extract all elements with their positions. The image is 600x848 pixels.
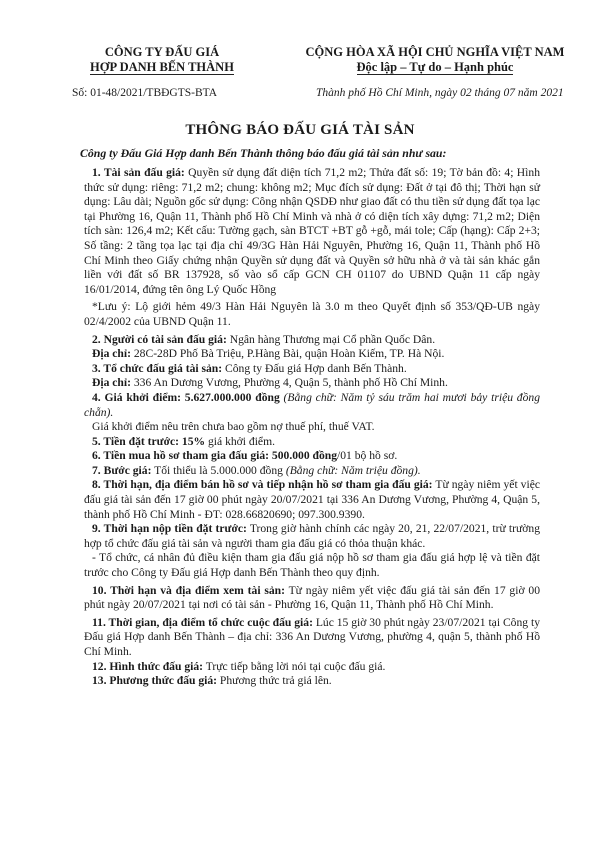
section-3-label: 3. Tổ chức đấu giá tài sản: — [92, 361, 223, 375]
section-11 — [84, 616, 540, 660]
section-3-address-text: 336 An Dương Vương, Phường 4, Quận 5, thành phố Hồ Chí Minh. — [130, 376, 448, 390]
section-7-words: (Bằng chữ: Năm triệu đồng). — [285, 463, 421, 477]
intro-line: Công ty Đấu Giá Hợp danh Bến Thành thông báo đấu giá tài sản như sau: — [80, 146, 447, 160]
section-9 — [84, 522, 540, 551]
national-title: CỘNG HÒA XÃ HỘI CHỦ NGHĨA VIỆT NAM — [305, 45, 565, 59]
section-5-text: giá khởi điểm. — [205, 434, 275, 448]
section-13-text: Phương thức trả giá lên. — [217, 674, 332, 688]
section-10-label: 10. Thời hạn và địa điểm xem tài sản: — [92, 583, 285, 597]
section-2-address — [84, 347, 540, 362]
section-9-note: - Tổ chức, cá nhân đủ điều kiện tham gia đấu giá nộp hồ sơ tham gia đấu giá hợp lệ và tiền đặt trước cho Công ty Đấu giá Hợp danh Bến Thành theo quy định. — [84, 551, 540, 580]
section-1-label: 1. Tài sản đấu giá: — [92, 166, 185, 179]
national-motto — [290, 60, 580, 75]
place-date: Thành phố Hồ Chí Minh, ngày 02 tháng 07 năm 2021 — [316, 87, 564, 99]
document-body — [84, 166, 540, 689]
section-7-text: Tối thiểu là 5.000.000 đồng — [151, 463, 286, 477]
section-11-text: Lúc 15 giờ 30 phút ngày 23/07/2021 tại Công ty Đấu giá Hợp danh Bến Thành – địa chỉ: 336 An Dương Vương, phường 4, quận 5, thành phố Hồ Chí Minh. — [84, 615, 540, 658]
section-7-label: 7. Bước giá: — [92, 463, 152, 477]
document-number: Số: 01-48/2021/TBĐGTS-BTA — [72, 87, 218, 99]
section-1-text: Quyền sử dụng đất diện tích 71,2 m2; Thửa đất số: 19; Tờ bản đồ: 4; Hình thức sử dụng: riêng: 71,2 m2; chung: không m2; Mục đích sử dụng: Đất ở tại đô thị; Thời hạn sử dụng: Lâu dài; Nguồn gốc sử dụng: Công nhận QSDĐ như giao đất có thu tiền sử dụng đất tọa lạc tại Phường 16, Quận 11, Thành phố Hồ Chí Minh và nhà ở có diện tích xây dựng: 71,2 m2; Diện tích sàn: 126,4 m2; Kết cấu: Tường gạch, sàn BTCT +BT gỗ +gỗ, mái tole; Cấp (hạng): Cấp 2+3; Số tầng: 2 tầng tọa lạc tại địa chỉ 49/3G Hàn Hải Nguyên, Phường 16, Quận 11, Thành phố Hồ Chí Minh theo Giấy chứng nhận Quyền sử dụng đất và Quyền sở hữu nhà ở và tài sản khác gắn liền với đất số BR 137928, số vào sổ cấp GCN CH 01107 do UBND Quận 11 cấp ngày 16/01/2014, đứng tên ông Lý Quốc Hồng — [84, 166, 540, 296]
section-3 — [84, 362, 540, 377]
section-7 — [84, 464, 540, 479]
section-10 — [84, 584, 540, 613]
document-title: THÔNG BÁO ĐẤU GIÁ TÀI SẢN — [185, 122, 415, 138]
section-8-text: Từ ngày niêm yết việc đấu giá tài sản đến 17 giờ 00 phút ngày 20/07/2021 tại 336 An Dương Vương, Phường 4, Quận 5, thành phố Hồ Chí Minh - ĐT: 028.66820690; 097.300.9390. — [84, 478, 540, 521]
section-10-text: Từ ngày niêm yết việc đấu giá tài sản đến 17 giờ 00 phút ngày 20/07/2021 tại nơi có tài sản - Phường 16, Quận 11, Thành phố Hồ Chí Minh. — [84, 583, 540, 612]
section-11-label: 11. Thời gian, địa điểm tổ chức cuộc đấu giá: — [92, 615, 313, 629]
section-8-label: 8. Thời hạn, địa điểm bán hồ sơ và tiếp nhận hồ sơ tham gia đấu giá: — [92, 478, 433, 492]
section-4-note: Giá khởi điểm nêu trên chưa bao gồm nợ thuế phí, thuế VAT. — [92, 420, 375, 434]
section-2-address-text: 28C-28D Phố Bà Triệu, P.Hàng Bài, quận Hoàn Kiếm, TP. Hà Nội. — [130, 347, 445, 361]
section-1-note: *Lưu ý: Lộ giới hẻm 49/3 Hàn Hải Nguyên là 3.0 m theo Quyết định số 353/QĐ-UB ngày 02/4/2002 của UBND Quận 11. — [84, 300, 540, 328]
section-4-words: (Bằng chữ: Năm tỷ sáu trăm hai mươi bảy triệu đồng chẵn). — [84, 390, 540, 419]
section-13-label: 13. Phương thức đấu giá: — [92, 674, 218, 688]
section-3-address — [84, 376, 540, 391]
section-12-label: 12. Hình thức đấu giá: — [92, 659, 204, 673]
section-6-label: 6. Tiền mua hồ sơ tham gia đấu giá: 500.000 đồng — [92, 449, 338, 463]
section-6 — [84, 449, 540, 464]
section-2-address-label: Địa chỉ: — [92, 347, 131, 361]
section-12-text: Trực tiếp bằng lời nói tại cuộc đấu giá. — [203, 659, 386, 673]
section-5-label: 5. Tiền đặt trước: 15% — [92, 434, 206, 448]
company-name-line1: CÔNG TY ĐẤU GIÁ — [104, 45, 220, 59]
section-1 — [84, 166, 540, 297]
section-4 — [84, 391, 540, 420]
section-8 — [84, 478, 540, 522]
section-2-label: 2. Người có tài sản đấu giá: — [92, 332, 227, 346]
section-4-label: 4. Giá khởi điểm: 5.627.000.000 đồng — [92, 390, 280, 404]
company-name-line2 — [52, 60, 272, 75]
section-9-label: 9. Thời hạn nộp tiền đặt trước: — [92, 522, 247, 536]
company-header — [52, 45, 272, 75]
national-motto-text: Độc lập – Tự do – Hạnh phúc — [356, 60, 514, 74]
company-name-line2-text: HỢP DANH BẾN THÀNH — [90, 60, 234, 74]
section-5 — [84, 435, 540, 450]
section-13 — [84, 674, 540, 689]
section-3-address-label: Địa chỉ: — [92, 376, 131, 390]
section-12 — [84, 660, 540, 675]
section-2-text: Ngân hàng Thương mại Cổ phần Quốc Dân. — [226, 332, 436, 346]
national-header — [290, 45, 580, 75]
section-3-text: Công ty Đấu giá Hợp danh Bến Thành. — [222, 361, 407, 375]
section-6-text: /01 bộ hồ sơ. — [337, 449, 398, 463]
section-2 — [84, 333, 540, 348]
section-9-text: Trong giờ hành chính các ngày 20, 21, 22/07/2021, trừ trường hợp tổ chức đấu giá tài sản và người tham gia đấu giá có thỏa thuận khác. — [84, 522, 540, 550]
